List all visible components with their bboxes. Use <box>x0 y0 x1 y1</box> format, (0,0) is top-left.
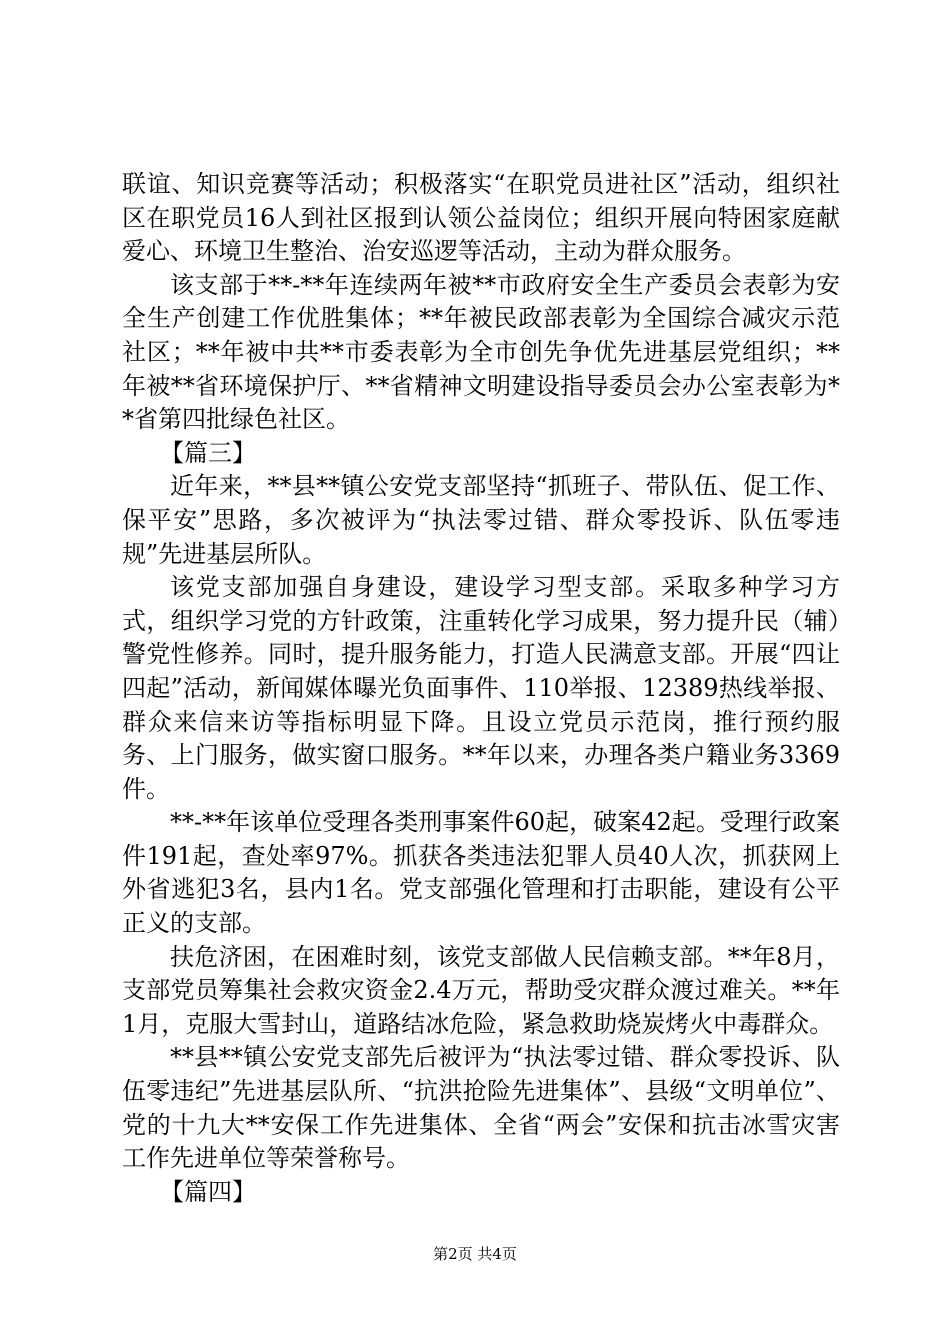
paragraph-case-stats: **-**年该单位受理各类刑事案件60起，破案42起。受理行政案件191起，查处率97%。抓获各类违法犯罪人员40人次，抓获网上外省逃犯3名，县内1名。党支部强化管理和打击职能，建设有公平正义的支部。 <box>122 808 840 938</box>
paragraph-relief: 扶危济困，在困难时刻，该党支部做人民信赖支部。**年8月，支部党员筹集社会救灾资金2.4万元，帮助受灾群众渡过难关。**年1月，克服大雪封山，道路结冰危险，紧急救助烧炭烤火中毒群众。 <box>122 942 840 1038</box>
page-number-footer: 第2页 共4页 <box>433 1245 517 1263</box>
paragraph-intro: 近年来，**县**镇公安党支部坚持“抓班子、带队伍、促工作、保平安”思路，多次被评为“执法零过错、群众零投诉、队伍零违规”先进基层所队。 <box>122 472 840 568</box>
section-heading-4: 【篇四】 <box>160 1177 256 1206</box>
paragraph-continued: 联谊、知识竞赛等活动；积极落实“在职党员进社区”活动，组织社区在职党员16人到社区报到认领公益岗位；组织开展向特困家庭献爱心、环境卫生整治、治安巡逻等活动，主动为群众服务。 <box>122 170 840 266</box>
section-heading-3: 【篇三】 <box>160 438 256 467</box>
paragraph-commendations: 该支部于**-**年连续两年被**市政府安全生产委员会表彰为安全生产创建工作优胜集体；**年被民政部表彰为全国综合减灾示范社区；**年被中共**市委表彰为全市创先争优先进基层党组织；**年被**省环境保护厅、**省精神文明建设指导委员会办公室表彰为**省第四批绿色社区。 <box>122 270 840 434</box>
paragraph-self-building: 该党支部加强自身建设，建设学习型支部。采取多种学习方式，组织学习党的方针政策，注重转化学习成果，努力提升民（辅）警党性修养。同时，提升服务能力，打造人民满意支部。开展“四让四起”活动，新闻媒体曝光负面事件、110举报、12389热线举报、群众来信来访等指标明显下降。且设立党员示范岗，推行预约服务、上门服务，做实窗口服务。**年以来，办理各类户籍业务3369件。 <box>122 573 840 803</box>
paragraph-honors: **县**镇公安党支部先后被评为“执法零过错、群众零投诉、队伍零违纪”先进基层队所、“抗洪抢险先进集体”、县级“文明单位”、党的十九大**安保工作先进集体、全省“两会”安保和抗击冰雪灾害工作先进单位等荣誉称号。 <box>122 1043 840 1173</box>
document-body <box>122 168 840 1209</box>
